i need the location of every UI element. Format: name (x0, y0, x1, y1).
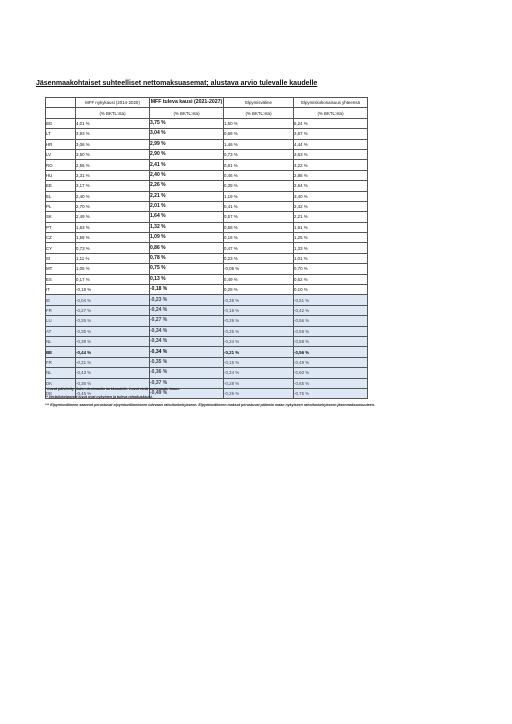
value-cell: 3,40 % (294, 191, 368, 201)
value-cell: -0,60 % (294, 368, 368, 378)
value-cell: -0,24 % (224, 336, 294, 346)
country-code-cell: IT (46, 285, 76, 295)
value-cell: -0,36 % (76, 378, 150, 388)
value-cell: 1,46 % (224, 139, 294, 149)
value-cell: -0,31 % (76, 357, 150, 367)
value-cell: 0,58 % (224, 222, 294, 232)
table-row (46, 129, 368, 139)
value-cell: 1,63 % (76, 222, 150, 232)
country-code-cell: BE (46, 347, 76, 357)
country-code-cell: HU (46, 170, 76, 180)
country-code-cell: FR (46, 305, 76, 315)
unit-label: (% BKTL:sta) (150, 108, 224, 118)
table-body (46, 118, 368, 399)
value-cell: -0,05 % (224, 264, 294, 274)
country-code-cell: LU (46, 316, 76, 326)
value-cell: 2,42 % (294, 201, 368, 211)
table-row (46, 326, 368, 336)
value-cell: 0,70 % (294, 264, 368, 274)
value-cell: 2,21 % (294, 212, 368, 222)
value-cell: -0,37 % (150, 378, 224, 388)
value-cell: -0,28 % (224, 378, 294, 388)
value-cell: 3,22 % (294, 160, 368, 170)
country-code-cell: EL (46, 191, 76, 201)
header-corner (46, 98, 76, 108)
value-cell: 1,05 % (76, 264, 150, 274)
value-cell: 0,16 % (224, 233, 294, 243)
table-row (46, 274, 368, 284)
country-code-cell: CY (46, 243, 76, 253)
table-row (46, 212, 368, 222)
table-row (46, 181, 368, 191)
country-code-cell: AT (46, 326, 76, 336)
value-cell: -0,56 % (294, 347, 368, 357)
value-cell: 2,41 % (150, 160, 224, 170)
value-cell: 0,23 % (224, 253, 294, 263)
value-cell: 2,40 % (150, 170, 224, 180)
footnote-2: ** Vertailukelpoiset luvut ovat nykyinen ja tuleva rahoituskausi. (45, 395, 153, 399)
table-row (46, 253, 368, 263)
value-cell: 1,19 % (224, 191, 294, 201)
value-cell: 2,49 % (76, 212, 150, 222)
value-cell: -0,44 % (76, 347, 150, 357)
header-recovery-total: Elpymiskokonaisuus yhteensä (294, 98, 368, 108)
table-row (46, 243, 368, 253)
value-cell: -0,27 % (150, 316, 224, 326)
value-cell: 1,25 % (294, 233, 368, 243)
table-row (46, 285, 368, 295)
value-cell: -0,58 % (294, 336, 368, 346)
value-cell: 1,50 % (224, 118, 294, 128)
value-cell: -0,25 % (224, 326, 294, 336)
table-row (46, 118, 368, 128)
value-cell: -0,65 % (294, 378, 368, 388)
value-cell: 2,40 % (76, 191, 150, 201)
value-cell: 0,62 % (294, 274, 368, 284)
value-cell: 2,21 % (150, 191, 224, 201)
value-cell: 2,99 % (150, 139, 224, 149)
value-cell: -0,23 % (150, 295, 224, 305)
country-code-cell: DE (46, 388, 76, 398)
country-code-cell: DK (46, 378, 76, 388)
value-cell: 1,32 % (150, 222, 224, 232)
value-cell: -0,18 % (150, 285, 224, 295)
value-cell: 2,56 % (76, 160, 150, 170)
value-cell: 3,17 % (76, 181, 150, 191)
value-cell: 0,10 % (294, 285, 368, 295)
value-cell: 2,26 % (150, 181, 224, 191)
value-cell: 3,06 % (76, 139, 150, 149)
value-cell: -0,56 % (294, 316, 368, 326)
value-cell: -0,34 % (150, 326, 224, 336)
header-recovery-instrument: Elpymisväline (224, 98, 294, 108)
value-cell: 1,91 % (294, 222, 368, 232)
value-cell: 0,46 % (224, 170, 294, 180)
country-code-cell: PL (46, 201, 76, 211)
value-cell: 3,67 % (294, 129, 368, 139)
value-cell: -0,04 % (76, 295, 150, 305)
value-cell: -0,49 % (294, 357, 368, 367)
value-cell: 0,86 % (150, 243, 224, 253)
value-cell: -0,35 % (76, 326, 150, 336)
table-row (46, 264, 368, 274)
value-cell: 0,57 % (224, 212, 294, 222)
table-row (46, 149, 368, 159)
country-code-cell: HR (46, 139, 76, 149)
country-code-cell: SI (46, 253, 76, 263)
table-row (46, 336, 368, 346)
country-code-cell: RO (46, 160, 76, 170)
value-cell: -0,18 % (224, 305, 294, 315)
value-cell: 4,01 % (76, 118, 150, 128)
value-cell: 0,73 % (224, 149, 294, 159)
value-cell: 0,49 % (224, 274, 294, 284)
value-cell: -0,29 % (224, 316, 294, 326)
country-code-cell: NL (46, 336, 76, 346)
value-cell: 3,31 % (76, 170, 150, 180)
value-cell: 4,44 % (294, 139, 368, 149)
value-cell: 5,24 % (294, 118, 368, 128)
value-cell: 0,39 % (224, 181, 294, 191)
value-cell: -0,26 % (76, 316, 150, 326)
value-cell: 0,17 % (76, 274, 150, 284)
value-cell: -0,43 % (76, 368, 150, 378)
table-row (46, 160, 368, 170)
table-row (46, 305, 368, 315)
table-row (46, 233, 368, 243)
table-row (46, 368, 368, 378)
country-code-cell: FR (46, 357, 76, 367)
table-row (46, 316, 368, 326)
value-cell: 0,47 % (224, 243, 294, 253)
value-cell: -0,75 % (294, 388, 368, 398)
unit-label: (% BKTL:sta) (294, 108, 368, 118)
table-row (46, 201, 368, 211)
value-cell: 2,64 % (294, 181, 368, 191)
country-code-cell: PT (46, 222, 76, 232)
table-row (46, 222, 368, 232)
country-code-cell: IE (46, 295, 76, 305)
header-mff-current: MFF nykykausi (2014-2020) (76, 98, 150, 108)
value-cell: -0,39 % (76, 336, 150, 346)
table-row (46, 170, 368, 180)
value-cell: 1,09 % (150, 233, 224, 243)
table-row (46, 191, 368, 201)
value-cell: -0,24 % (150, 305, 224, 315)
header-row (46, 98, 368, 108)
country-code-cell: BG (46, 118, 76, 128)
value-cell: -0,59 % (294, 326, 368, 336)
value-cell: -0,35 % (150, 357, 224, 367)
country-code-cell: LV (46, 149, 76, 159)
value-cell: -0,34 % (150, 347, 224, 357)
value-cell: 0,81 % (224, 160, 294, 170)
value-cell: -0,21 % (224, 347, 294, 357)
country-code-cell: MT (46, 264, 76, 274)
value-cell: 0,73 % (76, 243, 150, 253)
value-cell: -0,26 % (224, 388, 294, 398)
value-cell: -0,46 % (76, 388, 150, 398)
value-cell: -0,42 % (294, 305, 368, 315)
country-code-cell: SK (46, 212, 76, 222)
value-cell: 0,28 % (224, 285, 294, 295)
value-cell: 3,50 % (76, 149, 150, 159)
country-code-cell: ES (46, 274, 76, 284)
value-cell: 3,93 % (76, 129, 150, 139)
value-cell: -0,27 % (76, 305, 150, 315)
country-code-cell: NL (46, 368, 76, 378)
value-cell: 3,04 % (150, 129, 224, 139)
value-cell: 1,64 % (150, 212, 224, 222)
value-cell: 1,59 % (76, 233, 150, 243)
value-cell: 2,90 % (150, 149, 224, 159)
value-cell: 3,75 % (150, 118, 224, 128)
value-cell: 0,13 % (150, 274, 224, 284)
value-cell: 3,63 % (294, 149, 368, 159)
header-mff-next: MFF tuleva kausi (2021-2027) (150, 98, 224, 108)
country-code-cell: EE (46, 181, 76, 191)
value-cell: -0,24 % (224, 368, 294, 378)
unit-label: (% BKTL:sta) (224, 108, 294, 118)
table-row (46, 139, 368, 149)
unit-row (46, 108, 368, 118)
value-cell: -0,51 % (294, 295, 368, 305)
value-cell: 0,41 % (224, 201, 294, 211)
value-cell: 2,01 % (150, 201, 224, 211)
value-cell: -0,49 % (150, 388, 224, 398)
value-cell: 0,68 % (224, 129, 294, 139)
unit-corner (46, 108, 76, 118)
value-cell: 0,75 % (150, 264, 224, 274)
value-cell: -0,28 % (224, 295, 294, 305)
footnote-1: * Luvut päivitetty yhden desimaalin tarkkuudelle. Luvut eivät summaudu tasan. (45, 387, 180, 391)
table-row (46, 295, 368, 305)
value-cell: 1,01 % (294, 253, 368, 263)
unit-label: (% BKTL:sta) (76, 108, 150, 118)
country-code-cell: LT (46, 129, 76, 139)
value-cell: -0,36 % (150, 368, 224, 378)
value-cell: -0,34 % (150, 336, 224, 346)
document-title: Jäsenmaakohtaiset suhteelliset nettomaksuasemat; alustava arvio tulevalle kaudelle (36, 80, 318, 87)
value-cell: -0,15 % (224, 357, 294, 367)
table-row (46, 357, 368, 367)
value-cell: 2,70 % (76, 201, 150, 211)
value-cell: 1,33 % (294, 243, 368, 253)
value-cell: 2,86 % (294, 170, 368, 180)
value-cell: 1,11 % (76, 253, 150, 263)
net-position-table (45, 97, 368, 399)
table-row (46, 347, 368, 357)
value-cell: -0,19 % (76, 285, 150, 295)
value-cell: 0,78 % (150, 253, 224, 263)
country-code-cell: CZ (46, 233, 76, 243)
footnote-3: *** Elpymisvälineen saannot perustuvat elpymisvälineeseen tulevaan rahoituskehykseen. Elpymisvälineen maksut perustuvat pääosin maan nykyiseen rahoituskehykseen jäsenmaksuosuuteen. (45, 403, 375, 407)
